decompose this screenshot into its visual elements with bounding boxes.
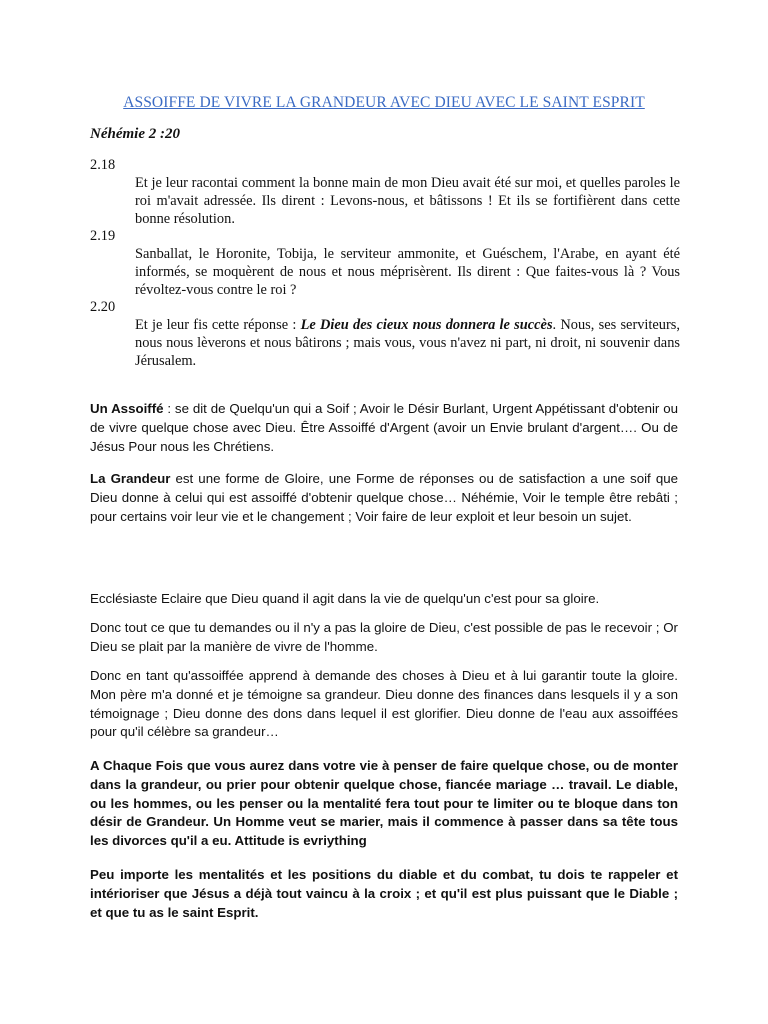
paragraph-text: Ecclésiaste Eclaire que Dieu quand il agit dans la vie de quelqu'un c'est pour sa gloire. [90,591,600,606]
verse-text [135,246,680,299]
paragraph-text: A Chaque Fois que vous aurez dans votre vie à penser de faire quelque chose, ou de monter dans la grandeur, ou prier pour obtenir quelque chose, fiancée mariage … travail. Le diable, ou les hommes, ou les penser ou la mentalité fera tout pour te limiter ou te bloque dans ton désir de Grandeur. Un Homme veut se marier, mais il commence à passer dans sa tête tous les divorces qu'il a eu. Attitude is evriything [90,758,678,849]
definition-assoiffe: : se dit de Quelqu'un qui a Soif ; Avoir le Désir Burlant, Urgent Appétissant d'obtenir ou de vivre quelque chose avec Dieu. Être Assoiffé d'Argent (avoir un Envie brulant d'argent…. Ou de Jésus Pour nous les Chrétiens. [90,401,678,454]
verse-number: 2.20 [90,299,116,315]
document-title: ASSOIFFE DE VIVRE LA GRANDEUR AVEC DIEU AVEC LE SAINT ESPRIT [123,94,645,111]
paragraph-ecclesiaste [90,590,678,609]
paragraph-text: Donc tout ce que tu demandes ou il n'y a pas la gloire de Dieu, c'est possible de pas le recevoir ; Or Dieu se plait par la manière de vivre de l'homme. [90,620,678,654]
term-assoiffe: Un Assoiffé [90,401,164,416]
paragraph-grandeur [90,470,678,526]
definition-grandeur: est une forme de Gloire, une Forme de réponses ou de satisfaction a une soif que Dieu donne à celui qui est assoiffé d'obtenir quelque chose… Néhémie, Voir le temple être rebâti ; pour certains voir leur vie et le changement ; Voir faire de leur exploit et leur besoin un sujet. [90,471,679,524]
paragraph-bold-1 [90,757,678,851]
verse-number: 2.18 [90,157,116,173]
verse-emphasis: Le Dieu des cieux nous donnera le succès [300,317,553,333]
scripture-reference: Néhémie 2 :20 [90,126,180,142]
verse-text-content: Sanballat, le Horonite, Tobija, le serviteur ammonite, et Guéschem, l'Arabe, en ayant été informés, se moquèrent de nous et nous méprisèrent. Ils dirent : Que faites-vous là ? Vous révoltez-vous contre le roi ? [135,246,680,298]
term-grandeur: La Grandeur [90,471,171,486]
paragraph-text: Donc en tant qu'assoiffée apprend à demande des choses à Dieu et à lui garantir toute la gloire. Mon père m'a donné et je témoigne sa grandeur. Dieu donne des finances dans lesquels il y a son témoignage ; Dieu donne des dons dans lequel il est glorifier. Dieu donne de l'eau aux assoiffées pour qu'il célèbre sa grandeur… [90,668,678,740]
verse-text [135,317,680,370]
verse-number: 2.19 [90,228,116,244]
paragraph-bold-2 [90,866,678,922]
paragraph-assoiffe [90,400,678,456]
verse-text [135,175,680,228]
paragraph-donc-1 [90,619,678,657]
verse-text-before: Et je leur fis cette réponse : [135,317,301,333]
paragraph-donc-2 [90,667,678,742]
verse-text-after: . Nous, ses serviteurs, nous nous lèverons et nous bâtirons ; mais vous, vous n'avez ni part, ni droit, ni souvenir dans Jérusalem. [135,317,680,369]
verse-text-content: Et je leur racontai comment la bonne main de mon Dieu avait été sur moi, et quelles paroles le roi m'avait adressée. Ils dirent : Levons-nous, et bâtissons ! Et ils se fortifièrent dans cette bonne résolution. [135,175,680,227]
paragraph-text: Peu importe les mentalités et les positions du diable et du combat, tu dois te rappeler et intérioriser que Jésus a déjà tout vaincu à la croix ; et qu'il est plus puissant que le Diable ; et que tu as le saint Esprit. [90,867,678,920]
